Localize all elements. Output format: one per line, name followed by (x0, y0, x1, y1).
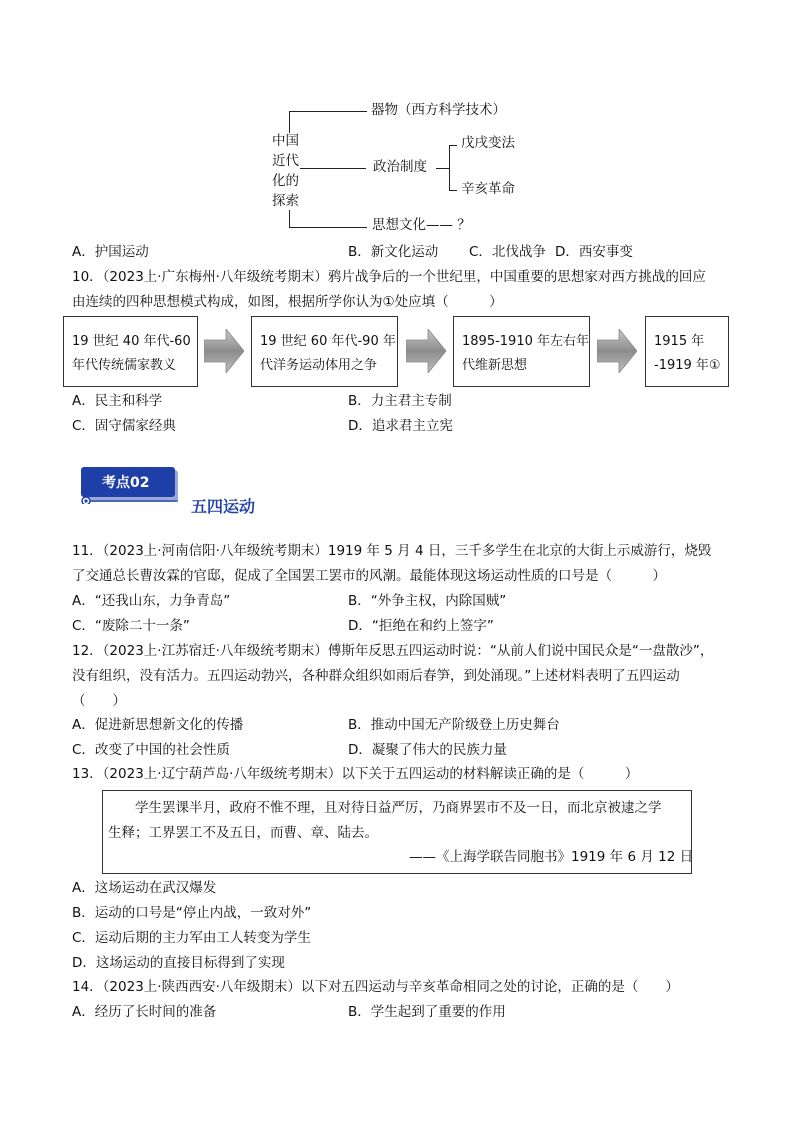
section-title: 五四运动 (191, 497, 256, 516)
sub-bracket-bottom (449, 190, 457, 191)
flow-box-2-line2: 代洋务运动体用之争 (260, 358, 378, 373)
q11-option-a: A．“还我山东，力争青岛” (72, 593, 231, 609)
diagram-branch-politics: 政治制度 (373, 159, 427, 175)
flow-box-3-line2: 代维新思想 (462, 358, 528, 373)
q12-option-b: B．推动中国无产阶级登上历史舞台 (348, 717, 560, 733)
bracket-bottom-horizontal (289, 227, 367, 228)
q9-option-b: B．新文化运动 (348, 244, 439, 260)
diagram-root-line2: 近代 (272, 153, 299, 169)
q13-quote-line2: 生释；工界罢工不及五日，而曹、章、陆去。 (108, 825, 378, 841)
flow-arrow-3 (597, 329, 637, 373)
q12-stem-line3: （ ） (72, 693, 126, 709)
diagram-branch-thought: 思想文化—— ？ (372, 217, 471, 233)
q11-option-c: C．“废除二十一条” (72, 618, 190, 634)
q12-option-a: A．促进新思想新文化的传播 (72, 717, 244, 733)
q13-option-c: C．运动后期的主力军由工人转变为学生 (72, 930, 311, 946)
q12-option-d: D．凝聚了伟大的民族力量 (348, 742, 507, 758)
diagram-branch-objects: 器物（西方科学技术） (371, 102, 506, 118)
q9-option-a: A．护国运动 (72, 244, 149, 260)
q11-option-d: D．“拒绝在和约上签字” (348, 618, 494, 634)
bracket-top-vertical (289, 111, 290, 133)
q10-option-d: D．追求君主立宪 (348, 418, 453, 434)
diagram-root-line1: 中国 (272, 133, 299, 149)
diagram-root-line3: 化的 (272, 173, 299, 189)
flow-box-4-line2: -1919 年① (654, 358, 721, 373)
q12-stem-line2: 没有组织，没有活力。五四运动勃兴，各种群众组织如雨后春笋，到处涌现。”上述材料表明了五四运动 (72, 668, 680, 684)
q11-stem-line1: 11．（2023上·河南信阳·八年级统考期末）1919 年 5 月 4 日，三千多学生在北京的大街上示威游行，烧毁 (72, 543, 712, 559)
diagram-root-line4: 探索 (272, 193, 299, 209)
q13-quote-source: ——《上海学联告同胞书》1919 年 6 月 12 日 (409, 849, 694, 865)
flow-arrow-1 (204, 329, 244, 373)
diagram-sub-xinhai: 辛亥革命 (461, 181, 515, 197)
sub-bracket-top (449, 145, 457, 146)
sub-bracket-link (436, 168, 450, 169)
q13-quote-line1: 学生罢课半月，政府不惟不理，且对待日益严厉，乃商界罢市不及一日，而北京被逮之学 (135, 800, 662, 816)
q10-option-b: B．力主君主专制 (348, 393, 452, 409)
q10-stem-line2: 由连续的四种思想模式构成，如图，根据所学你认为①处应填（ ） (72, 294, 503, 310)
q9-option-c: C．北伐战争 (469, 244, 546, 260)
q11-option-b: B．“外争主权，内除国贼” (348, 593, 507, 609)
q13-option-d: D．这场运动的直接目标得到了实现 (72, 955, 285, 971)
flow-box-4-line1: 1915 年 (654, 334, 705, 349)
flow-box-1-line2: 年代传统儒家教义 (72, 358, 177, 373)
flow-box-2-line1: 19 世纪 60 年代-90 年 (260, 334, 396, 349)
q12-stem-line1: 12．（2023上·江苏宿迁·八年级统考期末）傅斯年反思五四运动时说：“从前人们说中国民众是“一盘散沙”， (72, 643, 714, 659)
q13-stem-line1: 13．（2023上·辽宁葫芦岛·八年级统考期末）以下关于五四运动的材料解读正确的是（ ） (72, 766, 639, 782)
flow-box-2 (251, 316, 398, 387)
q14-option-a: A．经历了长时间的准备 (72, 1004, 217, 1020)
q13-quote-box (102, 790, 692, 874)
flow-box-1-line1: 19 世纪 40 年代-60 (72, 334, 191, 349)
diagram-sub-wuxu: 戊戌变法 (461, 135, 515, 151)
bracket-mid-horizontal (300, 168, 366, 169)
q13-option-b: B．运动的口号是“停止内战，一致对外” (72, 905, 312, 921)
bracket-top-horizontal (289, 111, 367, 112)
flow-box-3 (453, 316, 590, 387)
flow-arrow-2 (406, 329, 446, 373)
q10-option-a: A．民主和科学 (72, 393, 163, 409)
q10-stem-line1: 10．（2023上·广东梅州·八年级统考期末）鸦片战争后的一个世纪里，中国重要的思想家对西方挑战的回应 (72, 269, 706, 285)
q9-option-d: D．西安事变 (555, 244, 633, 260)
flow-box-3-line1: 1895-1910 年左右年 (462, 334, 589, 349)
sub-bracket-vertical (449, 145, 450, 191)
q11-stem-line2: 了交通总长曹汝霖的官邸，促成了全国罢工罢市的风潮。最能体现这场运动性质的口号是（ ） (72, 568, 666, 584)
q14-option-b: B．学生起到了重要的作用 (348, 1004, 506, 1020)
q10-option-c: C．固守儒家经典 (72, 418, 176, 434)
q14-stem-line1: 14．（2023上·陕西西安·八年级期末）以下对五四运动与辛亥革命相同之处的讨论，正确的是（ ） (72, 979, 679, 995)
flow-box-4 (645, 316, 729, 387)
q13-option-a: A．这场运动在武汉爆发 (72, 880, 217, 896)
q12-option-c: C．改变了中国的社会性质 (72, 742, 230, 758)
bracket-bottom-vertical (289, 210, 290, 227)
flow-box-1 (63, 316, 198, 387)
section-badge-label: 考点02 (102, 475, 150, 491)
